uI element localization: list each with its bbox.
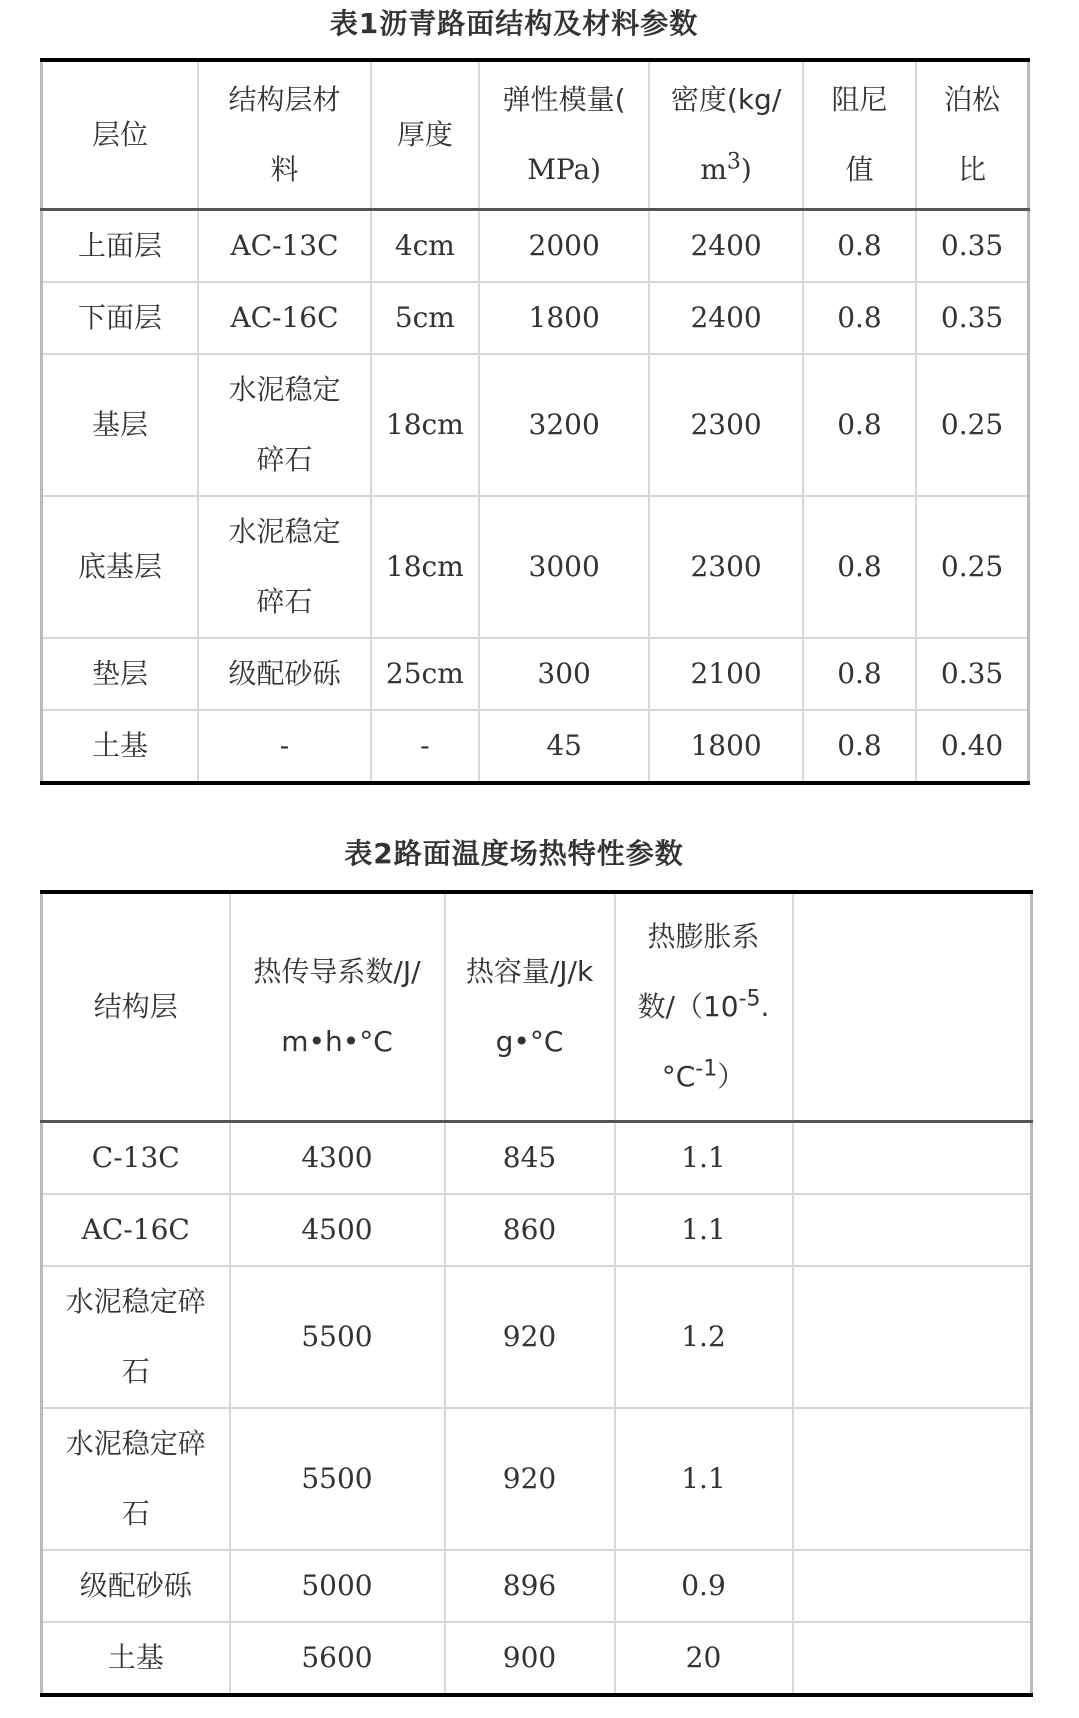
table-row: [42, 710, 1029, 783]
cell-modulus: 45: [479, 710, 650, 783]
cell-structure-layer: AC-16C: [42, 1194, 230, 1266]
table2-caption: 表2路面温度场热特性参数: [344, 837, 684, 870]
cell-empty: [793, 1622, 1032, 1695]
header-material-line1: 结构层材: [228, 83, 341, 116]
table-row: [42, 354, 1029, 496]
table-row: [42, 1550, 1032, 1622]
header-modulus-line1: 弹性模量(: [502, 83, 626, 116]
header-modulus: [479, 60, 650, 210]
cell-conductivity: 5600: [230, 1622, 445, 1695]
cell-expansion: 1.1: [615, 1194, 793, 1266]
header-poisson-line2: 比: [958, 153, 987, 186]
cell-poisson: 0.35: [916, 210, 1028, 283]
cell-empty: [793, 1194, 1032, 1266]
thermal-parameters-table: [40, 890, 1033, 1697]
cell-thickness: 5cm: [371, 282, 479, 354]
table-row: [42, 496, 1029, 638]
header-expansion-line3: [622, 1042, 786, 1112]
cell-structure-layer-line2: 石: [121, 1497, 150, 1530]
cell-empty: [793, 1408, 1032, 1550]
expansion-unit-d: ）: [717, 1060, 746, 1093]
header-damping: [803, 60, 916, 210]
header-expansion-line1: 热膨胀系: [647, 920, 760, 953]
header-modulus-line2: MPa): [527, 153, 602, 186]
cell-modulus: 3000: [479, 496, 650, 638]
cell-poisson: 0.35: [916, 282, 1028, 354]
density-unit-exponent: 3: [726, 149, 741, 175]
cell-poisson: 0.25: [916, 496, 1028, 638]
cell-material: [198, 354, 371, 496]
cell-density: 2100: [649, 638, 802, 710]
cell-density: 1800: [649, 710, 802, 783]
cell-layer: 上面层: [42, 210, 199, 283]
header-damping-line2: 值: [845, 153, 874, 186]
table-row: [42, 1122, 1032, 1195]
table1-header-row: [42, 60, 1029, 210]
cell-damping: 0.8: [803, 496, 916, 638]
cell-modulus: 300: [479, 638, 650, 710]
table-row: [42, 1266, 1032, 1408]
cell-conductivity: 5500: [230, 1266, 445, 1408]
cell-conductivity: 4300: [230, 1122, 445, 1195]
cell-structure-layer: [42, 1266, 230, 1408]
cell-material-line1: 水泥稳定: [228, 515, 341, 548]
cell-expansion: 1.1: [615, 1408, 793, 1550]
table1-body: [42, 210, 1029, 784]
header-capacity-line2: g•°C: [495, 1025, 564, 1058]
table-row: [42, 1622, 1032, 1695]
cell-layer: 土基: [42, 710, 199, 783]
density-unit-close: ): [740, 153, 752, 186]
cell-density: 2400: [649, 282, 802, 354]
cell-empty: [793, 1122, 1032, 1195]
cell-structure-layer: 土基: [42, 1622, 230, 1695]
cell-density: 2400: [649, 210, 802, 283]
cell-material: -: [198, 710, 371, 783]
cell-material: 级配砂砾: [198, 638, 371, 710]
cell-structure-layer: [42, 1408, 230, 1550]
header-material-line2: 料: [270, 153, 299, 186]
cell-structure-layer-line2: 石: [121, 1355, 150, 1388]
cell-conductivity: 5500: [230, 1408, 445, 1550]
cell-empty: [793, 1550, 1032, 1622]
cell-thickness: 18cm: [371, 496, 479, 638]
cell-damping: 0.8: [803, 210, 916, 283]
table1-caption: 表1沥青路面结构及材料参数: [329, 7, 699, 40]
cell-capacity: 845: [445, 1122, 615, 1195]
header-capacity-line1: 热容量/J/k: [465, 955, 594, 988]
cell-density: 2300: [649, 496, 802, 638]
table-row: [42, 1408, 1032, 1550]
expansion-unit-c: °C: [661, 1060, 696, 1093]
cell-capacity: 896: [445, 1550, 615, 1622]
cell-expansion: 20: [615, 1622, 793, 1695]
expansion-unit-exp: -5: [738, 986, 761, 1012]
cell-poisson: 0.40: [916, 710, 1028, 783]
cell-modulus: 1800: [479, 282, 650, 354]
cell-conductivity: 5000: [230, 1550, 445, 1622]
cell-expansion: 0.9: [615, 1550, 793, 1622]
cell-capacity: 900: [445, 1622, 615, 1695]
cell-thickness: -: [371, 710, 479, 783]
cell-damping: 0.8: [803, 710, 916, 783]
header-conductivity-line1: 热传导系数/J/: [253, 955, 421, 988]
header-thickness: 厚度: [371, 60, 479, 210]
cell-structure-layer: 级配砂砾: [42, 1550, 230, 1622]
expansion-unit-exp2: -1: [695, 1056, 718, 1082]
cell-modulus: 2000: [479, 210, 650, 283]
cell-material-line2: 碎石: [256, 585, 313, 618]
cell-density: 2300: [649, 354, 802, 496]
cell-material: [198, 496, 371, 638]
cell-poisson: 0.35: [916, 638, 1028, 710]
cell-layer: 底基层: [42, 496, 199, 638]
header-expansion: [615, 892, 793, 1122]
cell-thickness: 18cm: [371, 354, 479, 496]
header-conductivity: [230, 892, 445, 1122]
header-conductivity-line2: m•h•°C: [281, 1025, 393, 1058]
cell-layer: 基层: [42, 354, 199, 496]
cell-structure-layer-line1: 水泥稳定碎: [65, 1427, 206, 1460]
table-row: [42, 210, 1029, 283]
table-row: [42, 1194, 1032, 1266]
table2-header-row: [42, 892, 1032, 1122]
header-poisson-line1: 泊松: [944, 83, 1001, 116]
cell-thickness: 25cm: [371, 638, 479, 710]
cell-material: AC-16C: [198, 282, 371, 354]
header-damping-line1: 阻尼: [831, 83, 888, 116]
cell-damping: 0.8: [803, 282, 916, 354]
pavement-structure-table: [40, 58, 1030, 785]
expansion-unit-a: 数/（10: [637, 990, 739, 1023]
cell-damping: 0.8: [803, 354, 916, 496]
cell-conductivity: 4500: [230, 1194, 445, 1266]
header-capacity: [445, 892, 615, 1122]
expansion-unit-b: .: [760, 990, 770, 1023]
header-layer: 层位: [42, 60, 199, 210]
density-unit-m: m: [700, 153, 727, 186]
table2-body: [42, 1122, 1032, 1696]
table-row: [42, 638, 1029, 710]
cell-layer: 下面层: [42, 282, 199, 354]
cell-capacity: 920: [445, 1408, 615, 1550]
cell-material-line1: 水泥稳定: [228, 373, 341, 406]
cell-capacity: 920: [445, 1266, 615, 1408]
cell-expansion: 1.2: [615, 1266, 793, 1408]
header-density-line2: [656, 135, 795, 205]
cell-capacity: 860: [445, 1194, 615, 1266]
cell-thickness: 4cm: [371, 210, 479, 283]
cell-expansion: 1.1: [615, 1122, 793, 1195]
cell-structure-layer: C-13C: [42, 1122, 230, 1195]
header-empty-cell: [793, 892, 1032, 1122]
header-material: [198, 60, 371, 210]
cell-empty: [793, 1266, 1032, 1408]
cell-layer: 垫层: [42, 638, 199, 710]
cell-modulus: 3200: [479, 354, 650, 496]
header-structure-layer: 结构层: [42, 892, 230, 1122]
header-density: [649, 60, 802, 210]
header-poisson: [916, 60, 1028, 210]
header-expansion-line2: [622, 972, 786, 1042]
cell-material-line2: 碎石: [256, 443, 313, 476]
table-row: [42, 282, 1029, 354]
header-density-line1: 密度(kg/: [670, 83, 782, 116]
cell-material: AC-13C: [198, 210, 371, 283]
cell-damping: 0.8: [803, 638, 916, 710]
cell-structure-layer-line1: 水泥稳定碎: [65, 1285, 206, 1318]
cell-poisson: 0.25: [916, 354, 1028, 496]
